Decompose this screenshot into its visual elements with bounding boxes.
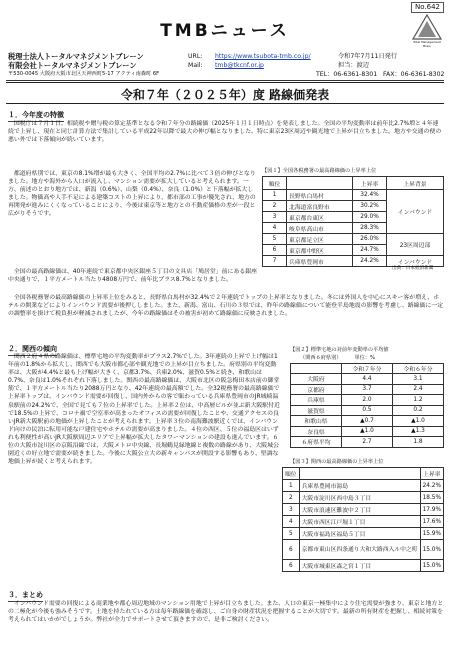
section-2-heading: ２．関西の傾向 bbox=[8, 344, 57, 356]
company-header bbox=[8, 52, 444, 79]
mail-label: Mail: bbox=[188, 62, 203, 69]
table1-bg-inbound-1: インバウンド bbox=[386, 190, 443, 234]
table-row: 兵庫県 2.0 1.2 bbox=[291, 395, 444, 406]
table-row: 4 岐阜県高山市 28.3% bbox=[263, 223, 444, 234]
newsletter-title: TMBニュース bbox=[160, 21, 290, 41]
table-row: 滋賀県 0.5 0.2 bbox=[291, 405, 444, 416]
paragraph-1: 国税庁は７月１日、相続税や贈与税の算定基準となる令和７年分の路線価（2025年１月１日時点）を発表しました。全国の平均変動率は前年比2.7%増と４年連続で上昇し、現在と同じ計算方法で集計している平成22年以降で最大の伸び幅となりました。特に東京23区周辺や観光地で上昇が目立ちました。地方や交通の便の悪い外では下落傾向が続いています。 bbox=[8, 121, 442, 144]
table2-unit: （関西６府県別） 単位：% bbox=[300, 355, 375, 361]
paragraph-6: インバウンド需要の回復による商業地や都心周辺地域のマンション用地で上昇が目立ちました。また、人口の東京一極集中により住宅需要が強まり、東京と地方との二極化が今後も強みそうです。土地を持たれている方は毎年路線価を確認し、ご自身の財産状況を把握することが大切です。最新の所有財産を把握し、相続対策を考えられてはいかがでしょうか。弊社が全力でサポートさせて頂きますので、是非ご検討ください。 bbox=[8, 601, 444, 624]
table3-header-rate: 上昇率 bbox=[420, 468, 443, 480]
company-logo-icon bbox=[412, 14, 442, 40]
company-name-2: 有限会社トータルマネジメントブレーン bbox=[8, 61, 137, 70]
table3 bbox=[282, 467, 444, 572]
tel: TEL：06-6361-8301 bbox=[316, 71, 378, 78]
mail-link[interactable]: tmb@tkcnf.or.jp bbox=[215, 62, 264, 69]
table-row: 和歌山県 ▲0.7 ▲1.0 bbox=[291, 416, 444, 427]
table-row: 1 長野県白馬村 32.4% インバウンド bbox=[263, 190, 444, 201]
paragraph-4: 全国各税務署の最高路線価の上昇率上位をみると、長野県白馬村が32.4%で２年連続でトップの上昇率となりました。冬には外国人を中心にスキー客が増え、ホテルの開業などによりインバウンド需要が後押ししました。また、新潟、富山、石川の３県では、昨年の路線価について能登半島地震の影響を考慮し、路線価に一定の調整率を掛けて税負担が軽減されましたが、今年の路線価はその被害が初めて路線価に反映されました。 bbox=[8, 295, 444, 318]
table-row: 7 兵庫県豊岡市 24.2% インバウンド bbox=[263, 256, 444, 267]
table-row: 6 東京都中野区 24.7% bbox=[263, 245, 444, 256]
logo-caption: Total Management Brain bbox=[413, 40, 441, 48]
issue-number: No.642 bbox=[411, 2, 444, 13]
table-row: 6 大阪市城東区森之宮１丁目 15.0% bbox=[283, 560, 444, 572]
table2-header-r6: 令和６年分 bbox=[393, 364, 444, 374]
table1 bbox=[262, 176, 444, 267]
fax: FAX：06-6361-8302 bbox=[383, 71, 445, 78]
main-title: 令和７年（２０２５年）度 路線価発表 bbox=[120, 88, 330, 102]
issue-date: 令和7年7月11日発行 bbox=[338, 53, 398, 60]
table-row: 3 大阪市浪速区難波中２丁目 17.9% bbox=[283, 504, 444, 516]
table1-caption: 【図１】全国各税務署の最高路線価の上昇率上位 bbox=[262, 168, 377, 174]
table2 bbox=[290, 363, 444, 448]
table1-source: 出典：日本経済新聞 bbox=[392, 266, 434, 271]
table-row: 6 京都市東山区四条通り大和大路西入ル中之町 15.0% bbox=[283, 540, 444, 560]
table-row: 3 東京都台東区 29.0% bbox=[263, 212, 444, 223]
table1-bg-inbound-2: インバウンド bbox=[386, 256, 443, 267]
table2-caption: 【図２】標準宅地の対前年変動率の平均値 bbox=[290, 347, 389, 353]
table-row: 奈良県 ▲1.0 ▲1.3 bbox=[291, 426, 444, 437]
paragraph-2: 都道府県別では、東京の8.1%増が最も大きく、全国平均の2.7%に比べて３倍の伸びとなりました。地方や海外から人口が流入し、マンション需要が拡大していると考えられます。一方、前述のとおり地方では、新潟（0.6%）、山梨（0.4%）、奈良（1.0%）と下落幅が拡大しました。物価高や人手不足による建築コストの上昇により、都市部の工事が優先され、地方の再開発が進みにくくなっていることにより、今後は東京等と地方との不動産価格の差が一段と広がりそうです。 bbox=[8, 171, 256, 218]
table3-caption: 【図３】関西の最高路線価の上昇率上位 bbox=[290, 459, 384, 465]
table-row: ６府県平均 2.7 1.8 bbox=[291, 437, 444, 448]
section-1-heading: １．今年度の特徴 bbox=[8, 110, 64, 122]
table1-header-rate: 上昇率 bbox=[353, 177, 387, 190]
table1-header-rank: 順位 bbox=[263, 177, 287, 190]
table1-header-background: 上昇背景 bbox=[386, 177, 443, 190]
table3-header-rank: 順位 bbox=[283, 468, 300, 480]
paragraph-5: 関西２府４県の路線価は、標準宅地の平均変動率がプラス2.7%でした。3年連続の上昇で上げ幅は1年前の1.8%から拡大し、関西でも大阪市都心部や観光地での上昇が目立ちました。府県別の平均変動率は、大阪が4.4%と最も上げ幅が大きく、京都3.7%、兵庫2.0%、滋賀0.5%と続き、和歌山は0.7%、奈良は1.0%それぞれ下落しました。関西の最高路線価は、大阪市北区の阪急梅田本店前の御堂筋で、１平方メートル当たり2088万円となり、42年連続の最高額でした。全32税務署の最高路線価で上昇率トップは、インバウンド需要が回復し、国内外からの客で賑わっている兵庫県豊岡市のJR城崎温泉駅前の24.2%で、全国で見ても７位の上昇率でした。上昇率２位は、中高層ビルが並ぶ新大阪駅付近で18.5%の上昇で、コロナ禍で空室率が高まったオフィスの需要が回復したことや、交通アクセスの良いJR新大阪駅前の地価が上昇したことが考えられます。上昇率３位の南海難波駅近くでは、インバウンド向けの民泊に転用可能な戸建住宅やホテルの需要が高まりました。４位の西区、５位の福島区はいずれも利便性が高いJR大阪駅周辺エリアで上昇幅が拡大したタワーマンションの建設も進んでいます。６位の大阪市淀川区の京阪沿線では、大阪メトロ中央線、長堀鶴見緑地線と複数の路線があり、大阪城公園近くの好立地で需要が続きました。今後に大阪公立大の新キャンパスが開設する影響もあり、堅調な地価上昇が続くと考えられます。 bbox=[8, 354, 280, 466]
url-label: URL: bbox=[188, 53, 203, 60]
url-link[interactable]: https://www.tsubota-tmb.co.jp/ bbox=[215, 53, 311, 60]
table-row: 4 大阪市西区江戸堀１丁目 17.6% bbox=[283, 516, 444, 528]
header-divider bbox=[6, 80, 444, 81]
table1-bg-23ku: 23区周辺部 bbox=[386, 234, 443, 256]
table-row: 2 大阪市淀川区西中島３丁目 18.5% bbox=[283, 492, 444, 504]
section-3-heading: ３．まとめ bbox=[8, 590, 43, 602]
table-row: 2 北海道富良野市 30.2% bbox=[263, 201, 444, 212]
table-row: 5 大阪市福島区福島５丁目 15.9% bbox=[283, 528, 444, 540]
table-row: 1 兵庫県豊岡市湯島 24.2% bbox=[283, 480, 444, 492]
paragraph-3: 全国の最高路線価は、40年連続で東京都中央区銀座５丁目の文具店「鳩居堂」前にある銀座中央通りで、１平方メートル当たり4808万円で、前年比プラス8.7%となりました。 bbox=[8, 269, 258, 284]
person-in-charge: 担当：渡辺 bbox=[338, 62, 369, 69]
table2-header-r7: 令和７年分 bbox=[342, 364, 393, 374]
company-name-1: 税理士法人トータルマネジメントブレーン bbox=[8, 52, 144, 61]
table-row: 京都府 3.7 2.4 bbox=[291, 384, 444, 395]
table-row: 大阪府 4.4 3.1 bbox=[291, 374, 444, 385]
address: 〒530-0045 大阪府大阪市北区天神西町5-17 アクティ南森町 6F bbox=[8, 71, 160, 77]
table1-header-place bbox=[287, 177, 353, 190]
table-row: 5 東京都足立区 26.0% 23区周辺部 bbox=[263, 234, 444, 245]
